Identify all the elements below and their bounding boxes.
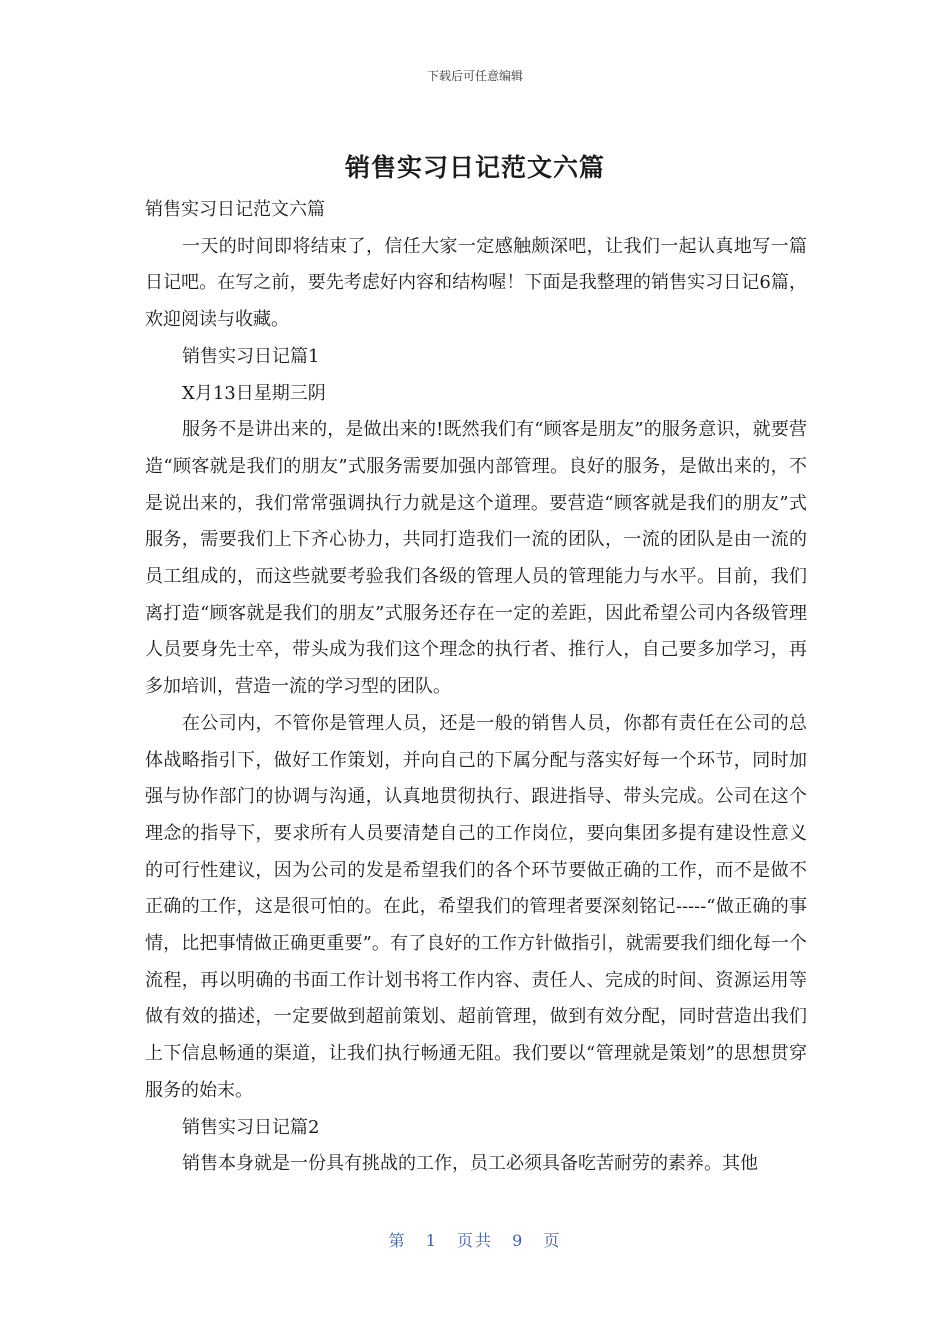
page-number-footer: 第 1 页共 9 页 <box>388 1231 562 1250</box>
section-heading: 销售实习日记篇2 <box>182 1116 320 1138</box>
paragraph: 销售本身就是一份具有挑战的工作，员工必须具备吃苦耐劳的素养。其他 <box>182 1153 758 1175</box>
page-title: 销售实习日记范文六篇 <box>344 153 605 182</box>
header-note: 下载后可任意编辑 <box>426 69 523 83</box>
paragraph: 在公司内，不管你是管理人员，还是一般的销售人员，你都有责任在公司的总体战略指引下，做好工作策划，并向自己的下属分配与落实好每一个环节，同时加强与协作部门的协调与沟通，认真地贯彻执行、跟进指导、带头完成。公司在这个理念的指导下，要求所有人员要清楚自己的工作岗位，要向集团多提有建设性意义的可行性建议，因为公司的发是希望我们的各个环节要做正确的工作，而不是做不正确的工作，这是很可怕的。在此，希望我们的管理者要深刻铭记-----“做正确的事情，比把事情做正确更重要”。有了良好的工作方针做指引，就需要我们细化每一个流程，再以明确的书面工作计划书将工作内容、责任人、完成的时间、资源运用等做有效的描述，一定要做到超前策划、超前管理，做到有效分配，同时营造出我们上下信息畅通的渠道，让我们执行畅通无阻。我们要以“管理就是策划”的思想贯穿服务的始末。 <box>145 712 807 1101</box>
paragraph: 服务不是讲出来的，是做出来的!既然我们有“顾客是朋友”的服务意识，就要营造“顾客就是我们的朋友”式服务需要加强内部管理。良好的服务，是做出来的，不是说出来的，我们常常强调执行力就是这个道理。要营造“顾客就是我们的朋友”式服务，需要我们上下齐心协力，共同打造我们一流的团队，一流的团队是由一流的员工组成的，而这些就要考验我们各级的管理人员的管理能力与水平。目前，我们离打造“顾客就是我们的朋友”式服务还存在一定的差距，因此希望公司内各级管理人员要身先士卒，带头成为我们这个理念的执行者、推行人，自己要多加学习，再多加培训，营造一流的学习型的团队。 <box>145 419 807 698</box>
paragraph: 销售实习日记范文六篇 <box>145 199 325 220</box>
diary-date: X月13日星期三阴 <box>182 382 326 404</box>
document-body <box>145 192 807 1183</box>
paragraph: 一天的时间即将结束了，信任大家一定感触颇深吧，让我们一起认真地写一篇日记吧。在写之前，要先考虑好内容和结构喔！下面是我整理的销售实习日记6篇，欢迎阅读与收藏。 <box>145 235 807 331</box>
section-heading: 销售实习日记篇1 <box>182 345 320 367</box>
